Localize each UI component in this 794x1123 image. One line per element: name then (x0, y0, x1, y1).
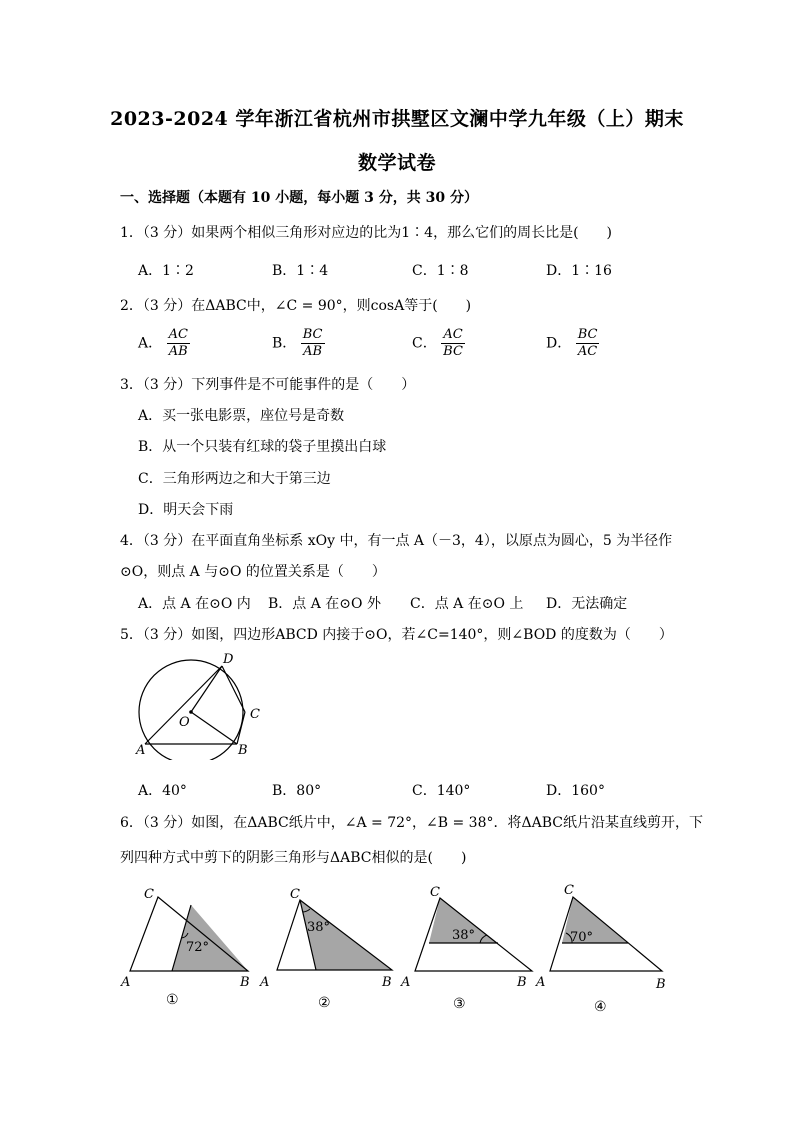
segment-od (191, 666, 222, 712)
question-1-stem: 1．（3 分）如果两个相似三角形对应边的比为1∶4，那么它们的周长比是( ) (120, 225, 613, 241)
segment-ob (191, 712, 237, 744)
question-5-option-b: B．80° (272, 783, 322, 799)
page-title: 2023-2024 学年浙江省杭州市拱墅区文澜中学九年级（上）期末 (110, 108, 684, 130)
figure-2 (259, 887, 392, 1011)
question-2-option-c (412, 327, 465, 360)
figure-1-label-c: C (144, 887, 154, 902)
figure-4-mark: ④ (594, 999, 607, 1015)
fraction-numerator: AC (441, 327, 465, 344)
label-a: A (136, 743, 146, 758)
question-2-option-a (138, 327, 190, 360)
question-1-option-c: C．1∶8 (412, 263, 469, 279)
center-point (189, 710, 193, 714)
section-heading: 一、选择题（本题有 10 小题，每小题 3 分，共 30 分） (120, 190, 478, 206)
question-4-stem-line1: 4．（3 分）在平面直角坐标系 xOy 中，有一点 A（－3，4），以原点为圆心，5 为半径作 (120, 533, 673, 549)
fraction (576, 327, 600, 360)
figure-2-label-a: A (260, 975, 270, 990)
question-4-option-a: A．点 A 在⊙O 内 (138, 596, 251, 612)
label-b: B (238, 743, 248, 758)
figure-2-angle: 38° (307, 920, 331, 935)
figure-4-label-c: C (564, 883, 574, 898)
fraction (441, 327, 465, 360)
question-6-stem-line1: 6．（3 分）如图，在ΔABC纸片中，∠A = 72°，∠B = 38°．将ΔABC纸片沿某直线剪开，下 (120, 815, 703, 831)
question-6-stem-line2: 列四种方式中剪下的阴影三角形与ΔABC相似的是( ) (120, 850, 467, 866)
question-4-option-d: D．无法确定 (546, 596, 628, 612)
question-4-option-b: B．点 A 在⊙O 外 (268, 596, 381, 612)
figure-4-label-a: A (536, 975, 546, 990)
figure-1-mark: ① (166, 992, 179, 1008)
question-5-figure (128, 648, 270, 760)
figure-3-angle: 38° (452, 928, 476, 943)
question-2-option-d (546, 327, 599, 360)
figure-3-label-a: A (401, 975, 411, 990)
figure-3 (400, 885, 532, 1012)
question-5-stem: 5．（3 分）如图，四边形ABCD 内接于⊙O，若∠C=140°，则∠BOD 的度数为（ ） (120, 627, 673, 643)
question-6-figures (110, 876, 690, 1016)
question-2-option-b (272, 327, 325, 360)
figure-1-label-b: B (240, 975, 250, 990)
figure-3-mark: ③ (453, 996, 466, 1012)
question-1-option-b: B．1∶4 (272, 263, 329, 279)
segment-bc (237, 712, 245, 744)
question-1-option-d: D．1∶16 (546, 263, 612, 279)
segment-da (145, 666, 222, 744)
figure-2-mark: ② (318, 995, 331, 1011)
fraction (167, 327, 190, 360)
label-o: O (179, 715, 190, 730)
figure-1-label-a: A (121, 975, 131, 990)
figure-1-angle: 72° (186, 940, 210, 955)
option-letter: B． (272, 335, 297, 352)
figure-3-label-c: C (430, 885, 440, 900)
option-letter: D． (546, 335, 572, 352)
question-3-option-d: D．明天会下雨 (138, 502, 234, 518)
question-3-stem: 3．（3 分）下列事件是不可能事件的是（ ） (120, 377, 416, 393)
figure-2-label-b: B (382, 975, 392, 990)
label-d: D (223, 652, 234, 667)
question-1-option-a: A．1∶2 (138, 263, 194, 279)
question-3-option-c: C．三角形两边之和大于第三边 (138, 471, 331, 487)
fraction-numerator: AC (168, 327, 188, 342)
option-letter: C． (412, 335, 437, 352)
page-subtitle: 数学试卷 (357, 152, 436, 174)
figure-4-label-b: B (656, 977, 666, 992)
fraction-numerator: BC (577, 327, 598, 342)
figure-4-angle: 70° (570, 930, 594, 945)
question-5-option-a: A．40° (138, 783, 187, 799)
option-letter: A． (138, 335, 163, 352)
circle-o (139, 660, 243, 760)
figure-2-label-c: C (290, 887, 300, 902)
fraction-denominator: AC (577, 344, 598, 359)
segment-cd (222, 666, 245, 712)
question-5-option-d: D．160° (546, 783, 605, 799)
question-4-stem-line2: ⊙O，则点 A 与⊙O 的位置关系是（ ） (120, 564, 386, 580)
question-2-stem: 2．（3 分）在ΔABC中，∠C = 90°，则cosA等于( ) (120, 298, 472, 314)
figure-1 (120, 887, 250, 1008)
fraction-numerator: BC (302, 327, 323, 342)
fraction-denominator: AB (168, 344, 188, 359)
figure-4 (535, 883, 666, 1015)
fraction-denominator: BC (443, 344, 463, 359)
question-4-option-c: C．点 A 在⊙O 上 (410, 596, 524, 612)
figure-3-label-b: B (517, 975, 527, 990)
question-3-option-a: A．买一张电影票，座位号是奇数 (138, 408, 345, 424)
question-5-option-c: C．140° (412, 783, 471, 799)
question-3-option-b: B．从一个只装有红球的袋子里摸出白球 (138, 439, 387, 455)
fraction-denominator: AB (303, 344, 323, 359)
fraction (301, 327, 325, 360)
label-c: C (250, 707, 260, 722)
